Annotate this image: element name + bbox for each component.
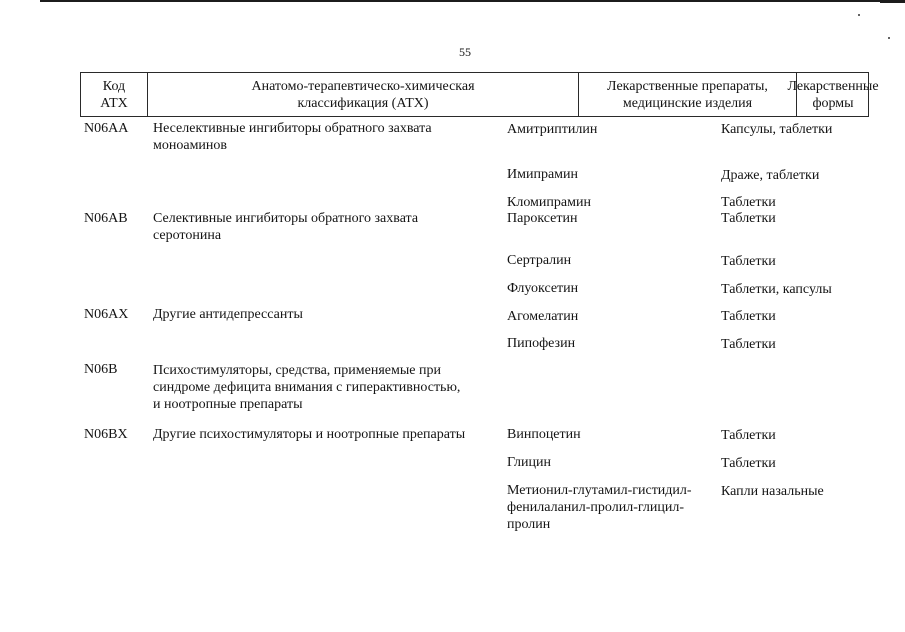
drug-name-line: Метионил-глутамил-гистидил- [507,483,692,498]
dosage-form: Таблетки [721,337,776,352]
scan-speck [888,37,890,39]
atc-code: N06BX [84,427,128,442]
atc-name [153,426,465,443]
atc-code: N06AA [84,121,129,136]
atc-name-line: серотонина [153,228,222,243]
header-atc-line: Анатомо-терапевтическо-химическая [251,78,475,94]
header-forms-line: формы [812,95,854,111]
dosage-form: Таблетки [721,195,776,210]
drug-name: Имипрамин [507,167,579,182]
header-drugs-line: медицинские изделия [622,95,753,111]
dosage-form: Капсулы, таблетки [721,122,833,137]
atc-code: N06AB [84,211,128,226]
atc-name [153,306,303,323]
atc-code: N06B [84,362,118,377]
drug-name: Сертралин [507,253,572,268]
drug-name-line: пролин [507,517,551,532]
scan-top-border-edge [880,0,905,3]
dosage-form: Драже, таблетки [721,168,820,183]
dosage-form: Таблетки [721,309,776,324]
dosage-form: Таблетки [721,254,776,269]
drug-name [507,482,692,533]
drug-name: Агомелатин [507,309,579,324]
drug-name: Амитриптилин [507,122,598,137]
dosage-form: Таблетки, капсулы [721,282,832,297]
header-drugs [578,73,796,116]
atc-name-line: синдроме дефицита внимания с гиперактивностью, [153,380,461,395]
atc-name [153,210,418,244]
header-code [81,73,147,116]
drug-name-line: фенилаланил-пролил-глицил- [507,500,685,515]
atc-name-line: Неселективные ингибиторы обратного захвата [153,121,432,136]
header-atc [147,73,578,116]
atc-name-line: Другие психостимуляторы и ноотропные препараты [153,427,466,442]
atc-name-line: Селективные ингибиторы обратного захвата [153,211,419,226]
drug-name: Глицин [507,455,551,470]
atc-name-line: Психостимуляторы, средства, применяемые при [153,363,441,378]
drug-name: Флуоксетин [507,281,579,296]
drug-name: Кломипрамин [507,195,591,210]
header-atc-line: классификация (АТХ) [297,95,429,111]
drug-name: Пипофезин [507,336,576,351]
dosage-form: Капли назальные [721,484,824,499]
table-header [80,72,879,117]
header-code-line: Код [102,78,126,94]
drug-name: Пароксетин [507,211,578,226]
atc-code: N06AX [84,307,129,322]
atc-name [153,120,432,154]
page-number: 55 [459,45,471,59]
dosage-form: Таблетки [721,456,776,471]
scan-top-border [40,0,905,2]
header-forms [787,73,879,116]
atc-name-line: Другие антидепрессанты [153,307,303,322]
atc-name-line: и ноотропные препараты [153,397,303,412]
dosage-form: Таблетки [721,428,776,443]
header-drugs-line: Лекарственные препараты, [607,78,768,94]
atc-name-line: моноаминов [153,138,228,153]
scan-speck [858,14,860,16]
header-code-line: АТХ [100,95,128,111]
dosage-form: Таблетки [721,211,776,226]
drug-name: Винпоцетин [507,427,581,442]
atc-name [153,362,460,413]
header-forms-line: Лекарственные [787,78,879,94]
